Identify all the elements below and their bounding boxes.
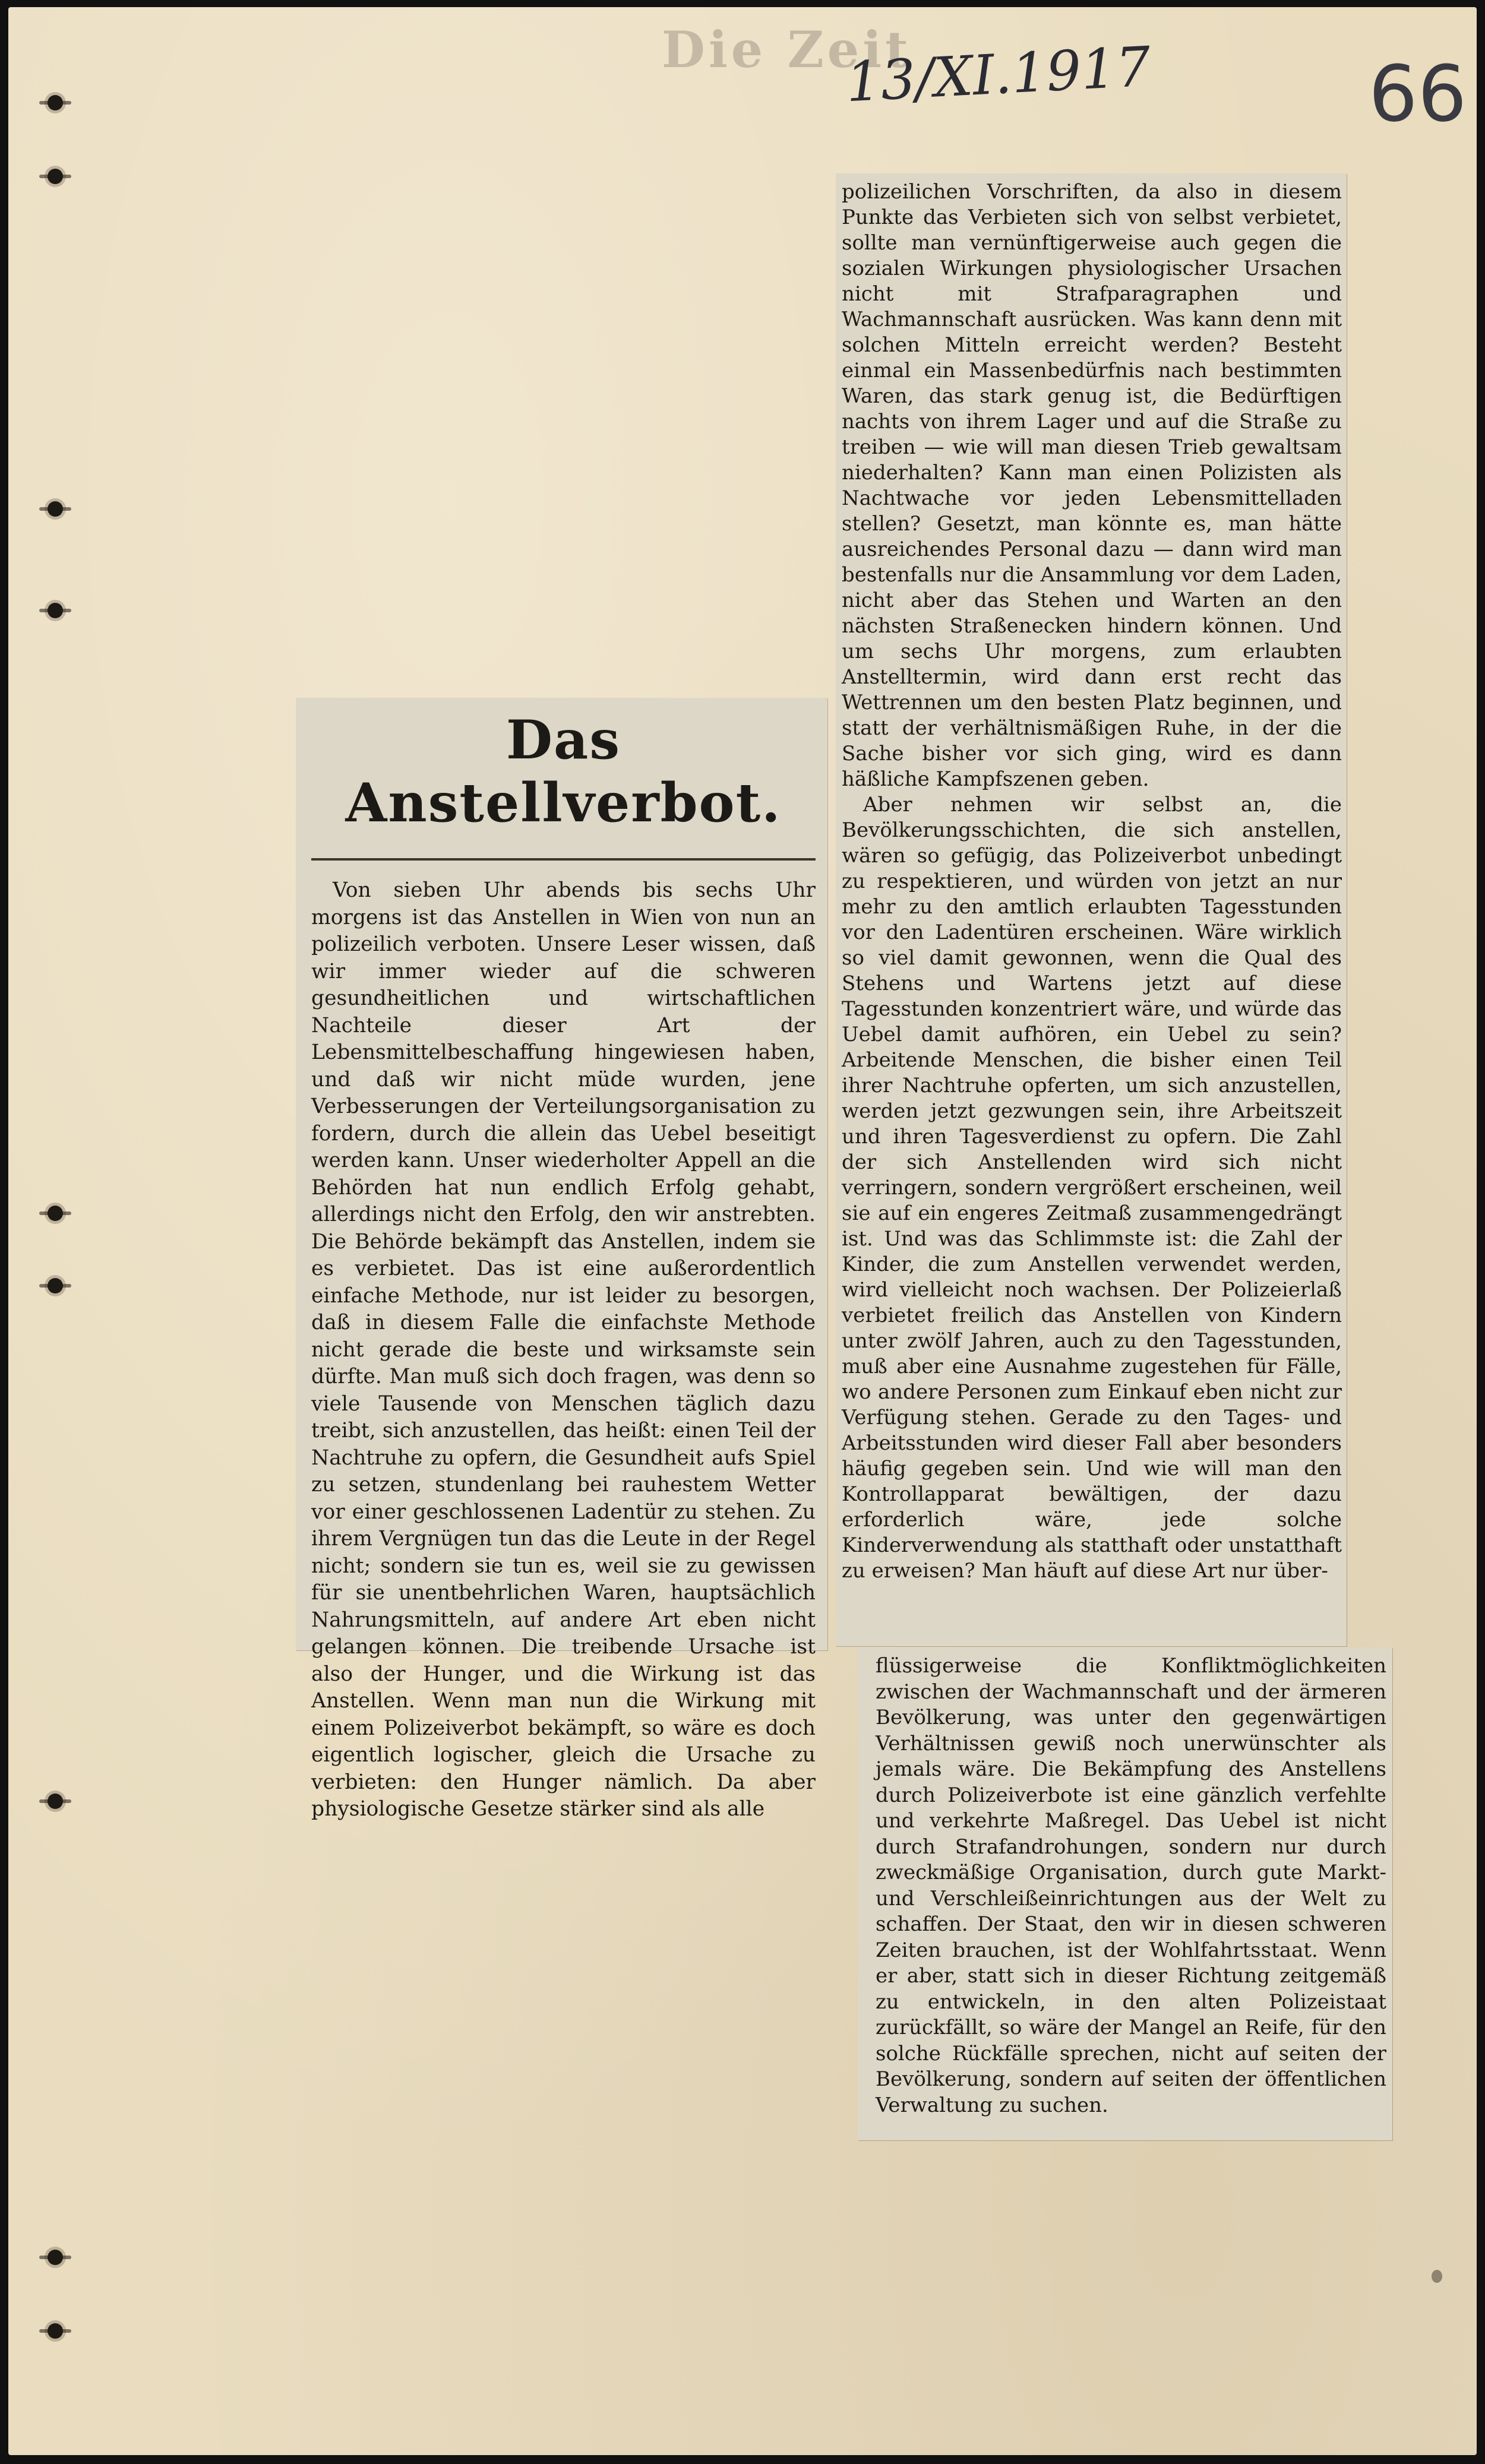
newspaper-stamp: Die Zeit [662,20,912,79]
punch-hole [48,1206,63,1221]
page-number: 66 [1369,49,1467,139]
article-column-2-paragraph-2: Aber nehmen wir selbst an, die Bevölkerungsschichten, die sich anstellen, wären so gefügig, das Polizeiverbot unbedingt zu respektieren, und würden von jetzt an nur mehr zu den amtlich erlaubten Tagesstunden vor den Ladentüren erscheinen. Wäre wirklich so viel damit gewonnen, wenn die Qual des Stehens und Wartens jetzt auf diese Tagesstunden konzentriert wäre, und würde das Uebel damit aufhören, ein Uebel zu sein? Arbeitende Menschen, die bisher einen Teil ihrer Nachtruhe opferten, um sich anzustellen, werden jetzt gezwungen sein, ihre Arbeitszeit und ihren Tagesverdienst zu opfern. Die Zahl der sich Anstellenden wird sich nicht verringern, sondern vergrößert erscheinen, weil sie auf ein engeres Zeitmaß zusammengedrängt ist. Und was das Schlimmste ist: die Zahl der Kinder, die zum Anstellen verwendet werden, wird vielleicht noch wachsen. Der Polizeierlaß verbietet freilich das Anstellen von Kindern unter zwölf Jahren, auch zu den Tagesstunden, muß aber eine Ausnahme zugestehen für Fälle, wo andere Personen zum Einkauf eben nicht zur Verfügung stehen. Gerade zu den Tages- und Arbeitsstunden wird dieser Fall aber besonders häufig gegeben sein. Und wie will man den Kontrollapparat bewältigen, der dazu erforderlich wäre, jede solche Kinderverwendung als statthaft oder unstatthaft zu erweisen? Man häuft auf diese Art nur über- [842,793,1342,1583]
punch-hole [48,2250,63,2265]
clipping-column-3 [858,1647,1392,2140]
article-column-1-text: Von sieben Uhr abends bis sechs Uhr morgens ist das Anstellen in Wien von nun an polizeilich verboten. Unsere Leser wissen, daß wir immer wieder auf die schweren gesundheitlichen und wirtschaftlichen Nachteile dieser Art der Lebensmittelbeschaffung hingewiesen haben, und daß wir nicht müde wurden, jene Verbesserungen der Verteilungsorganisation zu fordern, durch die allein das Uebel beseitigt werden kann. Unser wiederholter Appell an die Behörden hat nun endlich Erfolg gehabt, allerdings nicht den Erfolg, den wir anstrebten. Die Behörde bekämpft das Anstellen, indem sie es verbietet. Das ist eine außerordentlich einfache Methode, nur ist leider zu besorgen, daß in diesem Falle die einfachste Methode nicht gerade die beste und wirksamste sein dürfte. Man muß sich doch fragen, was denn so viele Tausende von Menschen täglich dazu treibt, sich anzustellen, das heißt: einen Teil der Nachtruhe zu opfern, die Gesundheit aufs Spiel zu setzen, stundenlang bei rauhestem Wetter vor einer geschlossenen Ladentür zu stehen. Zu ihrem Vergnügen tun das die Leute in der Regel nicht; sondern sie tun es, weil sie zu gewissen für sie unentbehrlichen Waren, hauptsächlich Nahrungsmitteln, auf andere Art eben nicht gelangen können. Die treibende Ursache ist also der Hunger, und die Wirkung ist das Anstellen. Wenn man nun die Wirkung mit einem Polizeiverbot bekämpft, so wäre es doch eigentlich logischer, gleich die Ursache zu verbieten: den Hunger nämlich. Da aber physiologische Gesetze stärker sind als alle [311,878,816,1821]
punch-hole [48,95,63,110]
punch-hole [48,2323,63,2339]
archive-page [8,7,1477,2455]
punch-hole [48,169,63,184]
ink-mark [1432,2270,1442,2283]
title-rule [311,858,816,861]
punch-hole [48,1794,63,1809]
article-column-3-text: flüssigerweise die Konfliktmöglichkeiten zwischen der Wachmannschaft und der ärmeren Bevölkerung, was unter den gegenwärtigen Verhältnissen gewiß noch unerwünschter als jemals wäre. Die Bekämpfung des Anstellens durch Polizeiverbote ist eine gänzlich verfehlte und verkehrte Maßregel. Das Uebel ist nicht durch Strafandrohungen, sondern nur durch zweckmäßige Organisation, durch gute Markt- und Verschleißeinrichtungen aus der Welt zu schaffen. Der Staat, den wir in diesen schweren Zeiten brauchen, ist der Wohlfahrtsstaat. Wenn er aber, statt sich in dieser Richtung zeitgemäß zu entwickeln, in den alten Polizeistaat zurückfällt, so wäre der Mangel an Reife, für den solche Rückfälle sprechen, nicht auf seiten der Bevölkerung, sondern auf seiten der öffentlichen Verwaltung zu suchen. [876,1654,1386,2117]
punch-hole [48,1278,63,1293]
article-title: Das Anstellverbot. [345,708,782,834]
clipping-column-1 [296,698,827,1821]
clipping-column-2 [836,173,1347,1646]
punch-hole [48,501,63,517]
handwritten-date: 13/XI.1917 [844,34,1152,115]
article-column-2-paragraph-1: polizeilichen Vorschriften, da also in diesem Punkte das Verbieten sich von selbst verbietet, sollte man vernünftigerweise auch gegen die sozialen Wirkungen physiologischer Ursachen nicht mit Strafparagraphen und Wachmannschaft ausrücken. Was kann denn mit solchen Mitteln erreicht werden? Besteht einmal ein Massenbedürfnis nach bestimmten Waren, das stark genug ist, die Bedürftigen nachts von ihrem Lager und auf die Straße zu treiben — wie will man diesen Trieb gewaltsam niederhalten? Kann man einen Polizisten als Nachtwache vor jeden Lebensmittelladen stellen? Gesetzt, man könnte es, man hätte ausreichendes Personal dazu — dann wird man bestenfalls nur die Ansammlung vor dem Laden, nicht aber das Stehen und Warten an den nächsten Straßenecken hindern können. Und um sechs Uhr morgens, zum erlaubten Anstelltermin, wird dann erst recht das Wettrennen um den besten Platz beginnen, und statt der verhältnismäßigen Ruhe, in der die Sache bisher vor sich ging, wird es dann häßliche Kampfszenen geben. [842,180,1342,791]
punch-hole [48,603,63,618]
